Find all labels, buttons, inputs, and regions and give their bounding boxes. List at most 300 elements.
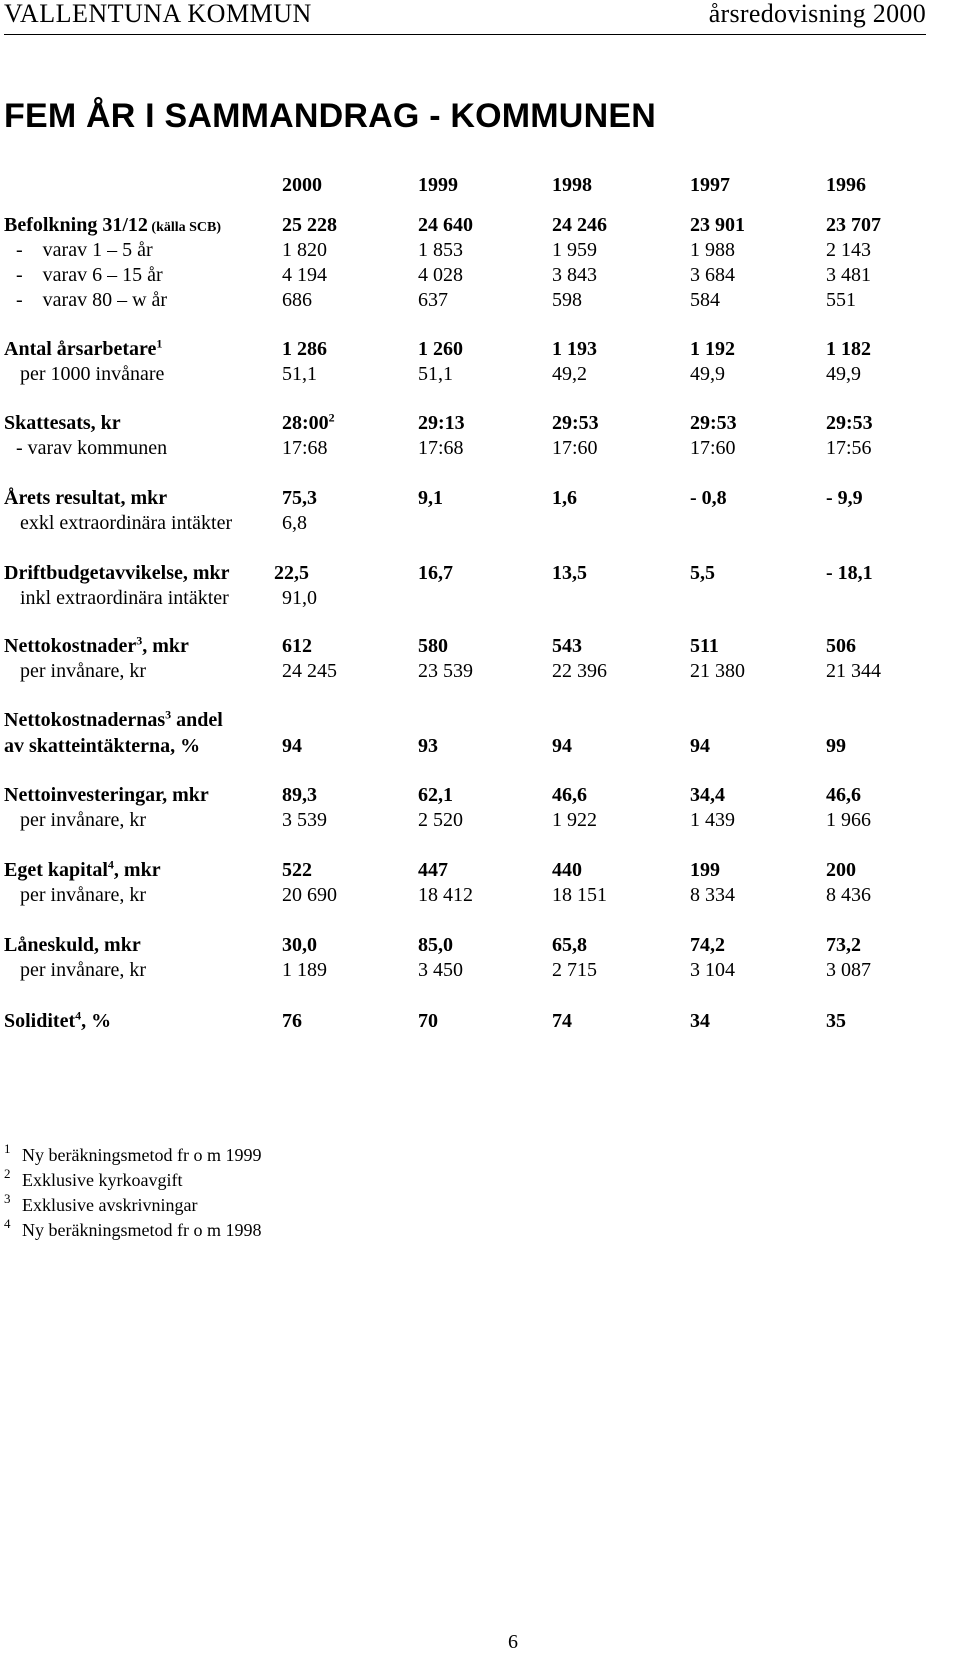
- cell-value: 23 707: [826, 214, 881, 236]
- footnote-ref: 2: [328, 410, 335, 425]
- cell-value: 4 028: [418, 264, 463, 286]
- cell-value: 1 192: [690, 338, 735, 360]
- row-label: [16, 262, 163, 288]
- header-rule: [4, 34, 926, 35]
- cell-value: 580: [418, 635, 448, 657]
- row-label-text: Låneskuld, mkr: [4, 934, 141, 956]
- table-cell: [282, 485, 317, 511]
- table-cell: [690, 485, 727, 511]
- row-label-text: av skatteintäkterna, %: [4, 735, 201, 757]
- table-cell: [418, 957, 463, 983]
- table-row: [0, 957, 960, 983]
- table-cell: [690, 237, 735, 263]
- row-label-text: inkl extraordinära intäkter: [20, 587, 229, 609]
- footnote-number: 3: [4, 1191, 11, 1206]
- row-label: [4, 932, 141, 958]
- cell-value: 24 245: [282, 660, 337, 682]
- table-cell: [690, 932, 725, 958]
- cell-value: 21 380: [690, 660, 745, 682]
- table-cell: [826, 361, 861, 387]
- cell-value: 1 820: [282, 239, 327, 261]
- cell-value: 46,6: [826, 784, 861, 806]
- row-label: [4, 560, 230, 586]
- cell-value: 24 246: [552, 214, 607, 236]
- cell-value: 2 143: [826, 239, 871, 261]
- table-cell: [552, 807, 597, 833]
- cell-value: 1 260: [418, 338, 463, 360]
- cell-value: 598: [552, 289, 582, 311]
- row-label-text: - varav 1 – 5 år: [16, 239, 153, 261]
- row-label-text: Skattesats, kr: [4, 412, 121, 434]
- table-cell: [552, 336, 597, 362]
- table-cell: [282, 932, 317, 958]
- row-label-text: Antal årsarbetare: [4, 338, 157, 360]
- cell-value: 3 450: [418, 959, 463, 981]
- row-label: [4, 410, 121, 436]
- footnote-ref: 4: [75, 1008, 82, 1023]
- cell-value: 74,2: [690, 934, 725, 956]
- table-cell: [552, 857, 582, 883]
- row-label-suffix: , %: [81, 1010, 112, 1032]
- row-label-text: Befolkning 31/12: [4, 214, 148, 236]
- row-label-source: (källa SCB): [147, 220, 222, 235]
- table-cell: [826, 957, 871, 983]
- cell-value: 1 959: [552, 239, 597, 261]
- cell-value: 199: [690, 859, 720, 881]
- table-cell: [552, 733, 572, 759]
- row-label: [20, 807, 146, 833]
- table-cell: [418, 633, 448, 659]
- cell-value: 46,6: [552, 784, 587, 806]
- footnote-text: Exklusive kyrkoavgift: [22, 1170, 183, 1190]
- table-cell: [690, 410, 737, 436]
- table-row: [0, 882, 960, 908]
- table-cell: [826, 410, 873, 436]
- row-label-suffix: andel: [171, 709, 223, 731]
- row-label-text: Nettoinvesteringar, mkr: [4, 784, 209, 806]
- year-header: 1998: [552, 174, 592, 196]
- row-label-text: Nettokostnader: [4, 635, 137, 657]
- cell-value: 511: [690, 635, 719, 657]
- cell-value: 25 228: [282, 214, 337, 236]
- table-row: [0, 336, 960, 362]
- table-row: [0, 932, 960, 958]
- cell-value: 543: [552, 635, 582, 657]
- footnote-text: Exklusive avskrivningar: [22, 1195, 198, 1215]
- table-cell: [690, 287, 720, 313]
- table-cell: [418, 658, 473, 684]
- cell-value: 2 520: [418, 809, 463, 831]
- table-cell: [690, 882, 735, 908]
- table-cell: [282, 237, 327, 263]
- footnote-number: 1: [4, 1141, 11, 1156]
- row-label-text: Nettokostnadernas: [4, 709, 166, 731]
- table-cell: [826, 262, 871, 288]
- table-row: [0, 485, 960, 511]
- table-row: [0, 435, 960, 461]
- table-cell: [418, 336, 463, 362]
- table-cell: [418, 807, 463, 833]
- table-cell: [552, 262, 597, 288]
- cell-value: 506: [826, 635, 856, 657]
- year-header: 1996: [826, 174, 866, 196]
- cell-value: 1 988: [690, 239, 735, 261]
- table-cell: [282, 658, 337, 684]
- cell-value: 20 690: [282, 884, 337, 906]
- cell-value: 1 922: [552, 809, 597, 831]
- cell-value: 94: [690, 735, 710, 757]
- table-cell: [826, 857, 856, 883]
- table-row: [0, 510, 960, 536]
- row-label-text: - varav 80 – w år: [16, 289, 168, 311]
- cell-value: 17:68: [282, 437, 328, 459]
- table-cell: [282, 262, 327, 288]
- row-label-text: per invånare, kr: [20, 809, 147, 831]
- cell-value: 22,5: [274, 562, 309, 584]
- page-header: [4, 0, 926, 28]
- year-header-row: [0, 172, 960, 200]
- row-label-text: Driftbudgetavvikelse, mkr: [4, 562, 230, 584]
- table-cell: [826, 336, 871, 362]
- cell-value: - 9,9: [826, 487, 863, 509]
- table-cell: [552, 560, 587, 586]
- table-cell: [690, 1008, 710, 1034]
- municipality-name: VALLENTUNA KOMMUN: [4, 0, 312, 28]
- cell-value: 440: [552, 859, 582, 881]
- table-cell: [418, 782, 453, 808]
- year-header: 2000: [282, 174, 322, 196]
- table-cell: [418, 212, 473, 238]
- cell-value: 94: [282, 735, 302, 757]
- page-number: 6: [508, 1631, 518, 1653]
- row-label: [4, 1008, 111, 1034]
- cell-value: 70: [418, 1010, 438, 1032]
- footnote-text: Ny beräkningsmetod fr o m 1999: [22, 1145, 262, 1165]
- cell-value: 3 104: [690, 959, 735, 981]
- row-label: [4, 857, 161, 883]
- table-cell: [552, 658, 607, 684]
- cell-value: 34: [690, 1010, 710, 1032]
- table-cell: [418, 485, 443, 511]
- table-cell: [418, 857, 448, 883]
- table-cell: [418, 237, 463, 263]
- cell-value: 89,3: [282, 784, 317, 806]
- row-label-text: per invånare, kr: [20, 959, 147, 981]
- cell-value: 74: [552, 1010, 572, 1032]
- table-cell: [282, 857, 312, 883]
- cell-value: 1 193: [552, 338, 597, 360]
- row-label: [20, 585, 229, 611]
- cell-value: 1 286: [282, 338, 327, 360]
- cell-value: 5,5: [690, 562, 715, 584]
- table-row: [0, 585, 960, 611]
- footnote-ref: 3: [136, 633, 143, 648]
- table-cell: [282, 882, 337, 908]
- table-cell: [418, 932, 453, 958]
- cell-value: 23 901: [690, 214, 745, 236]
- cell-value: 29:13: [418, 412, 465, 434]
- row-label-text: - varav 6 – 15 år: [16, 264, 163, 286]
- table-cell: [274, 560, 309, 586]
- table-cell: [418, 361, 453, 387]
- cell-value: 1 182: [826, 338, 871, 360]
- table-cell: [826, 733, 846, 759]
- table-cell: [826, 237, 871, 263]
- table-cell: [690, 336, 735, 362]
- cell-value: 6,8: [282, 512, 307, 534]
- table-row: [0, 733, 960, 759]
- row-label: [4, 633, 189, 659]
- cell-value: 3 087: [826, 959, 871, 981]
- table-cell: [552, 633, 582, 659]
- row-label-suffix: , mkr: [142, 635, 189, 657]
- cell-value: 18 412: [418, 884, 473, 906]
- table-cell: [282, 633, 312, 659]
- cell-value: 24 640: [418, 214, 473, 236]
- table-cell: [690, 807, 735, 833]
- table-cell: [418, 435, 464, 461]
- table-cell: [282, 336, 327, 362]
- table-cell: [826, 485, 863, 511]
- table-cell: [552, 485, 577, 511]
- cell-value: 29:53: [826, 412, 873, 434]
- cell-value: 1,6: [552, 487, 577, 509]
- row-label: [16, 287, 167, 313]
- report-name: årsredovisning 2000: [708, 0, 926, 28]
- cell-value: 73,2: [826, 934, 861, 956]
- cell-value: 3 481: [826, 264, 871, 286]
- footnote-ref: 1: [156, 336, 163, 351]
- page-title: FEM ÅR I SAMMANDRAG - KOMMUNEN: [4, 97, 656, 135]
- cell-value: 51,1: [282, 363, 317, 385]
- table-cell: [418, 882, 473, 908]
- cell-value: 8 334: [690, 884, 735, 906]
- table-row: [0, 287, 960, 313]
- footnote-text: Ny beräkningsmetod fr o m 1998: [22, 1220, 262, 1240]
- table-row: [0, 237, 960, 263]
- cell-value: 28:00: [282, 412, 329, 434]
- table-cell: [552, 287, 582, 313]
- cell-value: 49,9: [826, 363, 861, 385]
- row-label-text: - varav kommunen: [16, 437, 168, 459]
- cell-value: 18 151: [552, 884, 607, 906]
- cell-value: 94: [552, 735, 572, 757]
- table-cell: [552, 882, 607, 908]
- row-label-text: per invånare, kr: [20, 884, 147, 906]
- table-row: [0, 857, 960, 883]
- cell-value: 62,1: [418, 784, 453, 806]
- cell-value: 522: [282, 859, 312, 881]
- table-cell: [690, 361, 725, 387]
- table-cell: [282, 782, 317, 808]
- cell-value: 1 853: [418, 239, 463, 261]
- table-cell: [418, 1008, 438, 1034]
- table-cell: [690, 782, 725, 808]
- table-row: [0, 707, 960, 733]
- table-cell: [826, 932, 861, 958]
- table-cell: [690, 262, 735, 288]
- table-cell: [282, 1008, 302, 1034]
- cell-value: 1 189: [282, 959, 327, 981]
- table-cell: [826, 782, 861, 808]
- cell-value: 17:56: [826, 437, 872, 459]
- footnote-number: 2: [4, 1166, 11, 1181]
- table-row: [0, 807, 960, 833]
- row-label: [20, 361, 164, 387]
- cell-value: 17:60: [552, 437, 598, 459]
- cell-value: - 18,1: [826, 562, 873, 584]
- table-cell: [690, 212, 745, 238]
- cell-value: 3 843: [552, 264, 597, 286]
- row-label: [4, 733, 200, 759]
- cell-value: 99: [826, 735, 846, 757]
- table-cell: [282, 585, 317, 611]
- cell-value: 16,7: [418, 562, 453, 584]
- table-cell: [826, 633, 856, 659]
- table-cell: [826, 807, 871, 833]
- cell-value: 637: [418, 289, 448, 311]
- table-row: [0, 633, 960, 659]
- row-label-suffix: , mkr: [113, 859, 161, 881]
- table-row: [0, 658, 960, 684]
- cell-value: 1 966: [826, 809, 871, 831]
- table-cell: [552, 410, 599, 436]
- row-label: [20, 957, 146, 983]
- cell-value: 76: [282, 1010, 302, 1032]
- table-cell: [282, 361, 317, 387]
- cell-value: 65,8: [552, 934, 587, 956]
- row-label: [16, 435, 167, 461]
- table-cell: [418, 560, 453, 586]
- footnote-number: 4: [4, 1216, 11, 1231]
- cell-value: 75,3: [282, 487, 317, 509]
- row-label-text: per 1000 invånare: [20, 363, 165, 385]
- table-cell: [418, 410, 465, 436]
- table-row: [0, 212, 960, 238]
- table-cell: [418, 262, 463, 288]
- table-cell: [690, 633, 719, 659]
- row-label: [4, 782, 209, 808]
- cell-value: 51,1: [418, 363, 453, 385]
- row-label: [16, 237, 153, 263]
- table-cell: [282, 212, 337, 238]
- cell-value: 3 684: [690, 264, 735, 286]
- table-cell: [690, 658, 745, 684]
- table-row: [0, 782, 960, 808]
- table-cell: [282, 510, 307, 536]
- table-cell: [282, 435, 328, 461]
- row-label-text: Eget kapital: [4, 859, 108, 881]
- cell-value: 30,0: [282, 934, 317, 956]
- table-cell: [690, 857, 720, 883]
- cell-value: 686: [282, 289, 312, 311]
- cell-value: 4 194: [282, 264, 327, 286]
- table-cell: [826, 1008, 846, 1034]
- cell-value: 34,4: [690, 784, 725, 806]
- row-label: [4, 485, 167, 511]
- row-label-text: Årets resultat, mkr: [4, 487, 168, 509]
- cell-value: 29:53: [690, 412, 737, 434]
- row-label: [20, 882, 146, 908]
- table-cell: [826, 287, 856, 313]
- table-cell: [282, 287, 312, 313]
- cell-value: 3 539: [282, 809, 327, 831]
- cell-value: 9,1: [418, 487, 443, 509]
- year-header: 1999: [418, 174, 458, 196]
- table-cell: [690, 435, 736, 461]
- row-label-text: Soliditet: [4, 1010, 76, 1032]
- table-row: [0, 361, 960, 387]
- cell-value: 22 396: [552, 660, 607, 682]
- table-cell: [552, 1008, 572, 1034]
- footnote-ref: 3: [165, 707, 172, 722]
- table-cell: [552, 435, 598, 461]
- table-cell: [826, 212, 881, 238]
- table-cell: [552, 932, 587, 958]
- row-label: [20, 658, 146, 684]
- cell-value: 17:60: [690, 437, 736, 459]
- row-label: [4, 707, 223, 733]
- cell-value: 29:53: [552, 412, 599, 434]
- table-cell: [552, 212, 607, 238]
- cell-value: 13,5: [552, 562, 587, 584]
- cell-value: 23 539: [418, 660, 473, 682]
- table-cell: [552, 361, 587, 387]
- cell-value: 2 715: [552, 959, 597, 981]
- table-cell: [282, 733, 302, 759]
- table-cell: [282, 957, 327, 983]
- table-cell: [826, 560, 873, 586]
- table-cell: [282, 410, 335, 436]
- table-cell: [418, 733, 438, 759]
- cell-value: 8 436: [826, 884, 871, 906]
- cell-value: - 0,8: [690, 487, 727, 509]
- table-row: [0, 262, 960, 288]
- cell-value: 49,2: [552, 363, 587, 385]
- cell-value: 1 439: [690, 809, 735, 831]
- cell-value: 93: [418, 735, 438, 757]
- cell-value: 91,0: [282, 587, 317, 609]
- row-label-text: exkl extraordinära intäkter: [20, 512, 233, 534]
- cell-value: 584: [690, 289, 720, 311]
- table-cell: [826, 882, 871, 908]
- table-cell: [552, 957, 597, 983]
- cell-value: 35: [826, 1010, 846, 1032]
- table-cell: [552, 237, 597, 263]
- table-row: [0, 560, 960, 586]
- table-cell: [418, 287, 448, 313]
- cell-value: 612: [282, 635, 312, 657]
- row-label-text: per invånare, kr: [20, 660, 147, 682]
- row-label: [20, 510, 232, 536]
- year-header: 1997: [690, 174, 730, 196]
- row-label: [4, 336, 162, 362]
- table-cell: [690, 560, 715, 586]
- table-row: [0, 1008, 960, 1034]
- table-cell: [826, 435, 872, 461]
- cell-value: 551: [826, 289, 856, 311]
- cell-value: 17:68: [418, 437, 464, 459]
- cell-value: 49,9: [690, 363, 725, 385]
- cell-value: 447: [418, 859, 448, 881]
- table-cell: [690, 733, 710, 759]
- table-cell: [552, 782, 587, 808]
- table-cell: [282, 807, 327, 833]
- table-row: [0, 410, 960, 436]
- footnote-ref: 4: [107, 857, 114, 872]
- table-cell: [690, 957, 735, 983]
- cell-value: 85,0: [418, 934, 453, 956]
